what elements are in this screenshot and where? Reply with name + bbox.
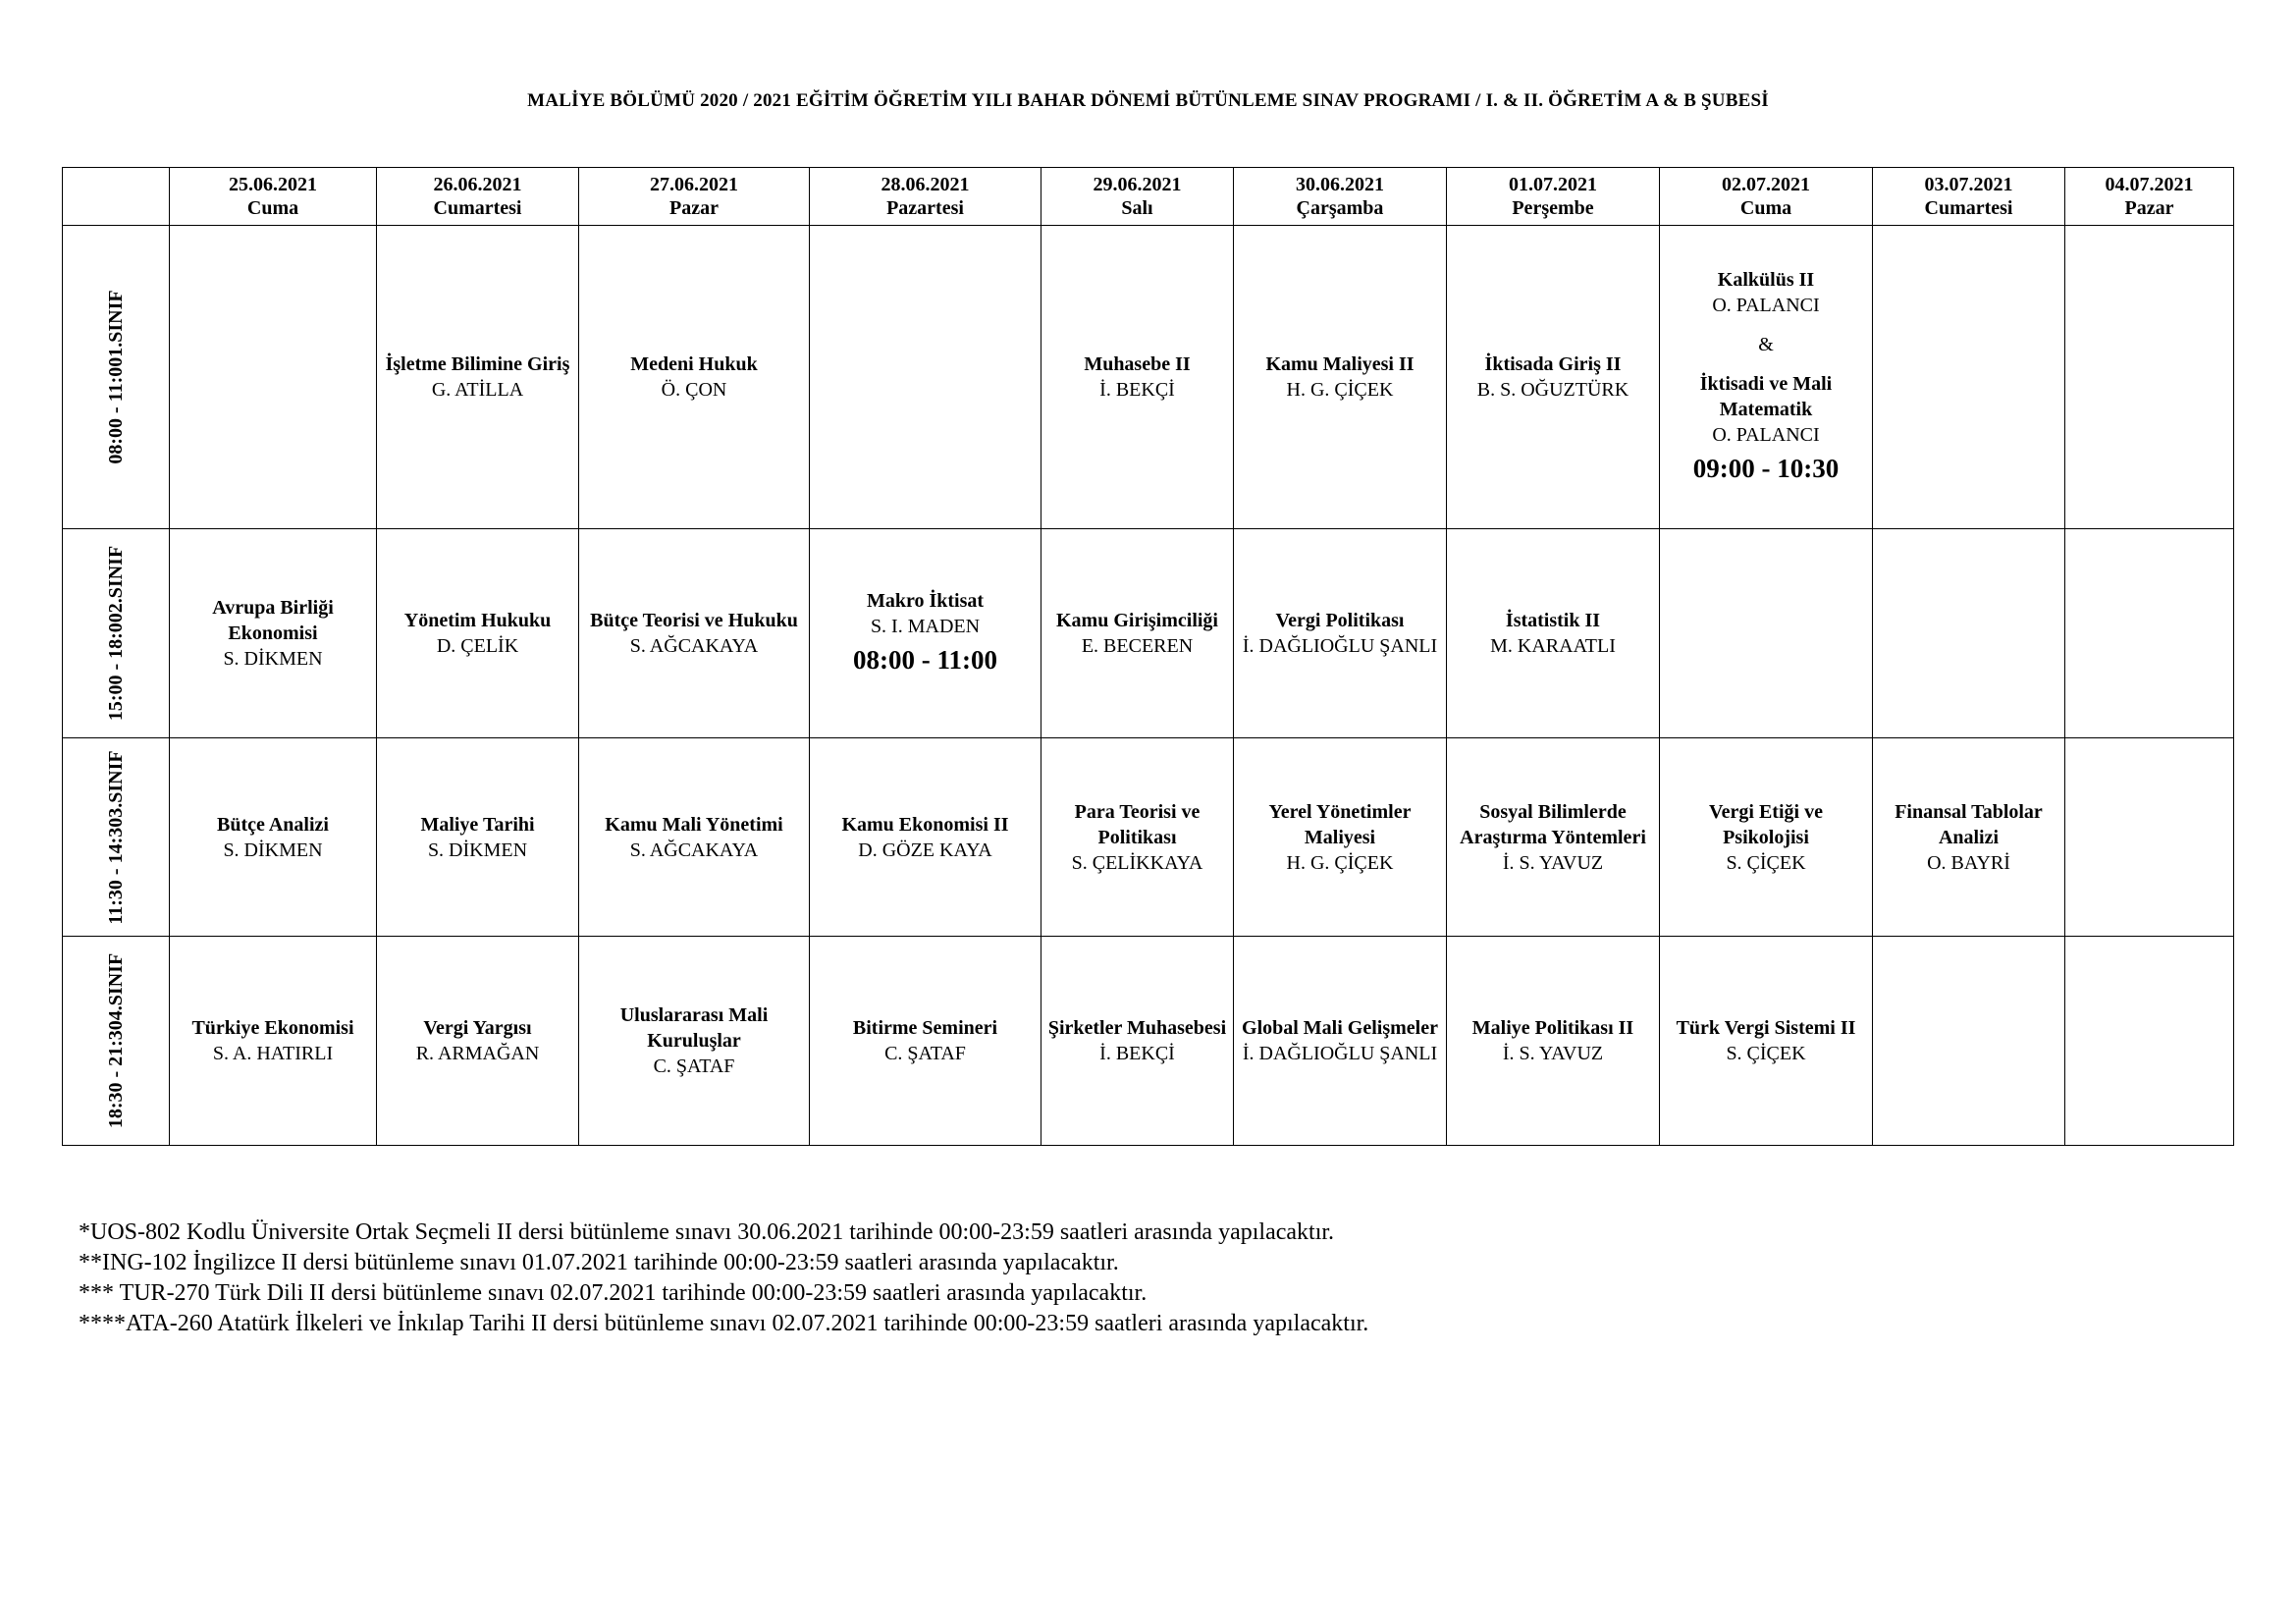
footnote: *UOS-802 Kodlu Üniversite Ortak Seçmeli II dersi bütünleme sınavı 30.06.2021 tarihinde 00:00-23:59 saatleri arasında yapılacaktır.: [79, 1219, 1335, 1245]
teacher-name: İ. DAĞLIOĞLU ŞANLI: [1242, 1043, 1438, 1064]
course-name: İstatistik II: [1505, 610, 1601, 631]
day-header: [1660, 168, 1873, 226]
day-header: [810, 168, 1041, 226]
day-header: [1234, 168, 1447, 226]
empty-cell: [1660, 529, 1873, 738]
exam-cell: [810, 738, 1041, 937]
exam-cell: [1447, 937, 1660, 1146]
day-name: Salı: [1121, 197, 1153, 219]
exam-cell: [1447, 226, 1660, 529]
day-header: [377, 168, 579, 226]
ampersand: &: [1758, 334, 1774, 355]
exam-cell: [170, 529, 377, 738]
day-name: Pazar: [669, 197, 719, 219]
header-row: [63, 168, 2234, 226]
course-name: Kamu Ekonomisi II: [841, 813, 1009, 836]
class-row: [63, 738, 2234, 937]
teacher-name: S. A. HATIRLI: [212, 1043, 334, 1064]
footnote: *** TUR-270 Türk Dili II dersi bütünleme sınavı 02.07.2021 tarihinde 00:00-23:59 saatleri arasında yapılacaktır.: [79, 1280, 1148, 1306]
course-name: Yerel Yönetimler Maliyesi: [1268, 800, 1412, 848]
exam-cell: [377, 226, 579, 529]
teacher-name: H. G. ÇİÇEK: [1286, 379, 1394, 401]
teacher-name: D. ÇELİK: [436, 635, 519, 657]
teacher-name: Ö. ÇON: [661, 379, 727, 401]
teacher-name: S. DİKMEN: [427, 839, 528, 861]
course-name: İşletme Bilimine Giriş: [385, 353, 570, 375]
exam-cell: [1660, 738, 1873, 937]
day-date: 02.07.2021: [1722, 174, 1810, 195]
course-name: Finansal Tablolar Analizi: [1895, 800, 2043, 848]
course-name: Medeni Hukuk: [630, 353, 758, 375]
teacher-name: S. AĞCAKAYA: [629, 635, 759, 657]
day-header: [1873, 168, 2065, 226]
course-name: İktisadi ve Mali Matematik: [1699, 373, 1833, 420]
exam-cell: [579, 226, 810, 529]
course-name: Avrupa Birliği Ekonomisi: [212, 597, 334, 644]
course-name: Vergi Etiği ve Psikolojisi: [1709, 800, 1823, 848]
row-header: [63, 529, 170, 738]
row-class: 2.SINIF: [105, 545, 127, 614]
row-class: 1.SINIF: [105, 290, 127, 357]
course-name: Muhasebe II: [1084, 353, 1191, 375]
exam-cell: [1660, 937, 1873, 1146]
day-name: Cuma: [1739, 197, 1792, 219]
row-class: 4.SINIF: [105, 952, 127, 1021]
row-time: 11:30 - 14:30: [105, 817, 127, 925]
teacher-name: İ. S. YAVUZ: [1502, 1043, 1604, 1064]
day-header: [2065, 168, 2234, 226]
day-name: Çarşamba: [1296, 197, 1384, 219]
exam-cell: [1041, 226, 1234, 529]
course-name: Kamu Girişimciliği: [1056, 610, 1218, 631]
teacher-name: S. DİKMEN: [223, 648, 323, 670]
day-header: [1041, 168, 1234, 226]
course-name: Bitirme Semineri: [852, 1017, 998, 1039]
exam-time: 09:00 - 10:30: [1692, 454, 1840, 483]
empty-cell: [1873, 529, 2065, 738]
exam-cell: [1234, 529, 1447, 738]
row-time: 15:00 - 18:00: [105, 613, 127, 722]
exam-cell: [1041, 738, 1234, 937]
teacher-name: M. KARAATLI: [1490, 635, 1616, 657]
empty-cell: [1873, 937, 2065, 1146]
day-date: 25.06.2021: [229, 174, 317, 195]
course-name: Kamu Maliyesi II: [1265, 353, 1415, 375]
teacher-name: O. BAYRİ: [1927, 851, 2010, 874]
day-name: Perşembe: [1512, 197, 1594, 219]
teacher-name: E. BECEREN: [1081, 635, 1194, 657]
course-name: Kamu Mali Yönetimi: [605, 813, 783, 836]
exam-cell: [377, 738, 579, 937]
empty-cell: [2065, 529, 2234, 738]
exam-cell: [377, 937, 579, 1146]
course-name: Sosyal Bilimlerde Araştırma Yöntemleri: [1460, 800, 1646, 848]
day-header: [170, 168, 377, 226]
empty-cell: [810, 226, 1041, 529]
teacher-name: H. G. ÇİÇEK: [1286, 851, 1394, 874]
course-name: Şirketler Muhasebesi: [1047, 1017, 1227, 1039]
course-name: Uluslararası Mali Kuruluşlar: [619, 1004, 769, 1052]
exam-cell: [1873, 738, 2065, 937]
class-row: [63, 529, 2234, 738]
day-name: Cuma: [246, 197, 299, 219]
exam-cell: [1041, 529, 1234, 738]
exam-cell: [170, 738, 377, 937]
exam-cell: [579, 738, 810, 937]
footnote: ****ATA-260 Atatürk İlkeleri ve İnkılap Tarihi II dersi bütünleme sınavı 02.07.2021 tarihinde 00:00-23:59 saatleri arasında yapılacaktır.: [79, 1311, 1369, 1336]
teacher-name: C. ŞATAF: [884, 1043, 966, 1064]
course-name: Makro İktisat: [866, 590, 985, 612]
empty-cell: [2065, 738, 2234, 937]
day-name: Pazartesi: [886, 197, 964, 219]
row-time: 18:30 - 21:30: [105, 1020, 127, 1129]
day-date: 03.07.2021: [1924, 174, 2013, 195]
row-time: 08:00 - 11:00: [105, 356, 127, 464]
day-header: [579, 168, 810, 226]
teacher-name: S. DİKMEN: [223, 839, 323, 861]
teacher-name: İ. S. YAVUZ: [1502, 851, 1604, 874]
course-name: İktisada Giriş II: [1484, 353, 1622, 375]
day-name: Cumartesi: [433, 197, 522, 219]
class-row: [63, 937, 2234, 1146]
teacher-name: İ. DAĞLIOĞLU ŞANLI: [1242, 635, 1438, 657]
teacher-name: B. S. OĞUZTÜRK: [1476, 379, 1629, 401]
course-name: Türkiye Ekonomisi: [191, 1017, 354, 1039]
exam-cell: [1041, 937, 1234, 1146]
exam-cell: [1234, 738, 1447, 937]
course-name: Bütçe Teorisi ve Hukuku: [590, 610, 798, 631]
teacher-name: S. ÇİÇEK: [1726, 851, 1806, 874]
course-name: Yönetim Hukuku: [403, 610, 552, 631]
day-name: Pazar: [2124, 197, 2174, 219]
exam-cell: [1234, 226, 1447, 529]
exam-schedule-table: [62, 167, 2234, 1146]
teacher-name: D. GÖZE KAYA: [858, 839, 992, 861]
empty-cell: [170, 226, 377, 529]
class-row: [63, 226, 2234, 529]
teacher-name: G. ATİLLA: [431, 379, 524, 401]
teacher-name: C. ŞATAF: [653, 1056, 735, 1077]
course-name: Maliye Politikası II: [1471, 1017, 1634, 1039]
empty-cell: [2065, 226, 2234, 529]
exam-time: 08:00 - 11:00: [853, 645, 997, 675]
course-name: Para Teorisi ve Politikası: [1074, 800, 1201, 848]
exam-cell: [1234, 937, 1447, 1146]
course-name: Kalkülüs II: [1717, 269, 1815, 291]
course-name: Vergi Yargısı: [423, 1017, 532, 1039]
exam-cell: [810, 529, 1041, 738]
exam-cell: [170, 937, 377, 1146]
day-name: Cumartesi: [1924, 197, 2013, 219]
row-class: 3.SINIF: [105, 749, 127, 818]
day-date: 04.07.2021: [2105, 174, 2194, 195]
day-date: 29.06.2021: [1093, 174, 1182, 195]
exam-cell: [810, 937, 1041, 1146]
course-name: Türk Vergi Sistemi II: [1676, 1017, 1856, 1039]
day-header: [1447, 168, 1660, 226]
day-date: 27.06.2021: [650, 174, 738, 195]
course-name: Vergi Politikası: [1275, 610, 1405, 631]
teacher-name: O. PALANCI: [1712, 424, 1820, 446]
course-name: Global Mali Gelişmeler: [1242, 1017, 1438, 1039]
teacher-name: O. PALANCI: [1712, 295, 1820, 316]
row-header: [63, 937, 170, 1146]
exam-cell: [579, 529, 810, 738]
teacher-name: İ. BEKÇİ: [1099, 1043, 1175, 1064]
footnote: **ING-102 İngilizce II dersi bütünleme sınavı 01.07.2021 tarihinde 00:00-23:59 saatleri arasında yapılacaktır.: [79, 1250, 1119, 1275]
day-date: 30.06.2021: [1296, 174, 1384, 195]
corner-cell: [63, 168, 170, 226]
exam-cell: [1447, 738, 1660, 937]
teacher-name: S. AĞCAKAYA: [629, 839, 759, 861]
teacher-name: S. I. MADEN: [870, 616, 981, 637]
teacher-name: S. ÇİÇEK: [1726, 1043, 1806, 1064]
teacher-name: R. ARMAĞAN: [415, 1043, 540, 1064]
footnotes: [79, 1218, 1368, 1339]
teacher-name: S. ÇELİKKAYA: [1071, 851, 1203, 874]
day-date: 01.07.2021: [1509, 174, 1597, 195]
exam-cell: [377, 529, 579, 738]
row-header: [63, 226, 170, 529]
exam-cell: [1660, 226, 1873, 529]
row-header: [63, 738, 170, 937]
empty-cell: [1873, 226, 2065, 529]
course-name: Bütçe Analizi: [217, 813, 329, 836]
day-date: 28.06.2021: [881, 174, 970, 195]
empty-cell: [2065, 937, 2234, 1146]
course-name: Maliye Tarihi: [420, 813, 535, 836]
teacher-name: İ. BEKÇİ: [1099, 379, 1175, 401]
page-title: MALİYE BÖLÜMÜ 2020 / 2021 EĞİTİM ÖĞRETİM YILI BAHAR DÖNEMİ BÜTÜNLEME SINAV PROGRAMI / I. & II. ÖĞRETİM A & B ŞUBESİ: [527, 90, 1769, 111]
day-date: 26.06.2021: [433, 174, 522, 195]
exam-cell: [579, 937, 810, 1146]
exam-cell: [1447, 529, 1660, 738]
